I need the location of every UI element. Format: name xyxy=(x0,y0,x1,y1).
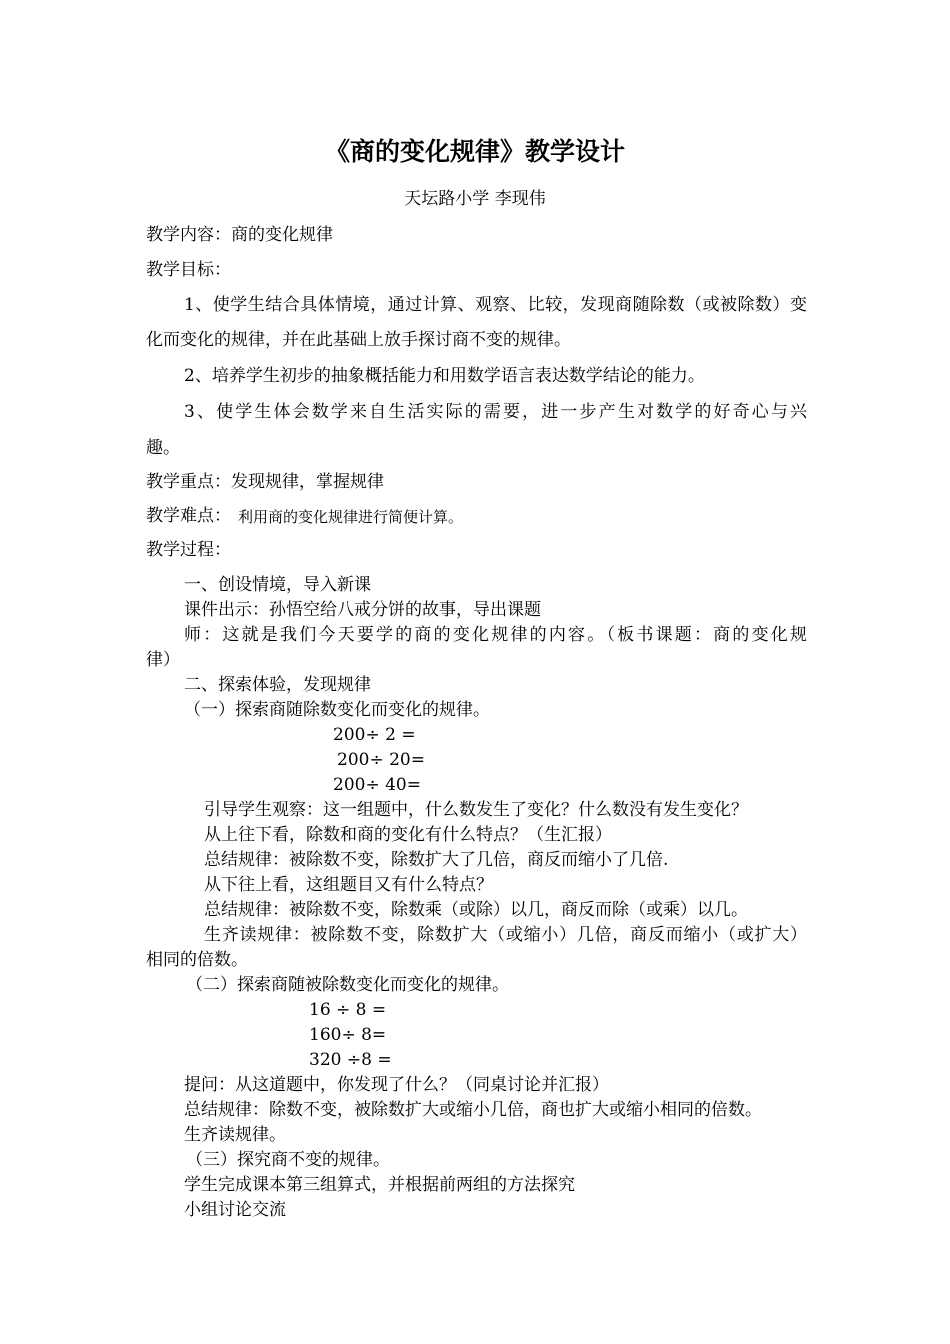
read-rule-line-3: 生齐读规律。 xyxy=(184,1125,286,1145)
teaching-goals-heading: 教学目标： xyxy=(146,260,231,280)
rule-summary-3: 总结规律：除数不变，被除数扩大或缩小几倍，商也扩大或缩小相同的倍数。 xyxy=(184,1100,762,1120)
guide-observe: 引导学生观察：这一组题中，什么数发生了变化？什么数没有发生变化？ xyxy=(204,800,748,820)
subsection-2-heading: （二）探索商随被除数变化而变化的规律。 xyxy=(186,975,509,995)
goal-1-line-1: 1、使学生结合具体情境，通过计算、观察、比较，发现商随除数（或被除数）变 xyxy=(184,295,807,315)
read-rule-line-1: 生齐读规律：被除数不变，除数扩大（或缩小）几倍，商反而缩小（或扩大） xyxy=(204,925,807,945)
goal-2: 2、培养学生初步的抽象概括能力和用数学语言表达数学结论的能力。 xyxy=(184,366,705,386)
equation-1: 200÷ 2 = xyxy=(333,725,416,745)
rule-summary-2: 总结规律：被除数不变，除数乘（或除）以几，商反而除（或乘）以几。 xyxy=(204,900,748,920)
author-line: 天坛路小学 李现伟 xyxy=(404,189,546,209)
top-down-question: 从上往下看，除数和商的变化有什么特点？（生汇报） xyxy=(204,825,612,845)
document-title: 《商的变化规律》教学设计 xyxy=(324,137,625,166)
teaching-process-heading: 教学过程： xyxy=(146,540,231,560)
equation-2: 200÷ 20= xyxy=(337,750,425,770)
goal-1-line-2: 化而变化的规律，并在此基础上放手探讨商不变的规律。 xyxy=(146,330,571,350)
teaching-difficulty-label: 教学难点： xyxy=(146,506,231,526)
teaching-focus: 教学重点：发现规律，掌握规律 xyxy=(146,472,384,492)
subsection-3-heading: （三）探究商不变的规律。 xyxy=(186,1150,390,1170)
equation-3: 200÷ 40= xyxy=(333,775,421,795)
goal-3-line-1: 3、使学生体会数学来自生活实际的需要，进一步产生对数学的好奇心与兴 xyxy=(184,402,807,422)
teaching-difficulty-text: 利用商的变化规律进行简便计算。 xyxy=(238,508,464,526)
goal-3-line-2: 趣。 xyxy=(146,438,180,458)
subsection-1-heading: （一）探索商随除数变化而变化的规律。 xyxy=(184,700,490,720)
courseware-line: 课件出示：孙悟空给八戒分饼的故事，导出课题 xyxy=(184,600,541,620)
equation-5: 160÷ 8= xyxy=(309,1025,387,1045)
student-task: 学生完成课本第三组算式，并根据前两组的方法探究 xyxy=(184,1175,575,1195)
read-rule-line-2: 相同的倍数。 xyxy=(146,950,248,970)
rule-summary-1: 总结规律：被除数不变，除数扩大了几倍，商反而缩小了几倍. xyxy=(204,850,669,870)
teaching-content: 教学内容：商的变化规律 xyxy=(146,225,333,245)
section-2-heading: 二、探索体验，发现规律 xyxy=(184,675,371,695)
teacher-line-1: 师：这就是我们今天要学的商的变化规律的内容。（板书课题：商的变化规 xyxy=(184,625,807,645)
question-line: 提问：从这道题中，你发现了什么？（同桌讨论并汇报） xyxy=(184,1075,609,1095)
equation-6: 320 ÷8 = xyxy=(309,1050,392,1070)
bottom-up-question: 从下往上看，这组题目又有什么特点？ xyxy=(204,875,493,895)
equation-4: 16 ÷ 8 = xyxy=(309,1000,387,1020)
teacher-line-2: 律） xyxy=(146,650,180,670)
group-discussion: 小组讨论交流 xyxy=(184,1200,286,1220)
section-1-heading: 一、创设情境，导入新课 xyxy=(184,575,371,595)
